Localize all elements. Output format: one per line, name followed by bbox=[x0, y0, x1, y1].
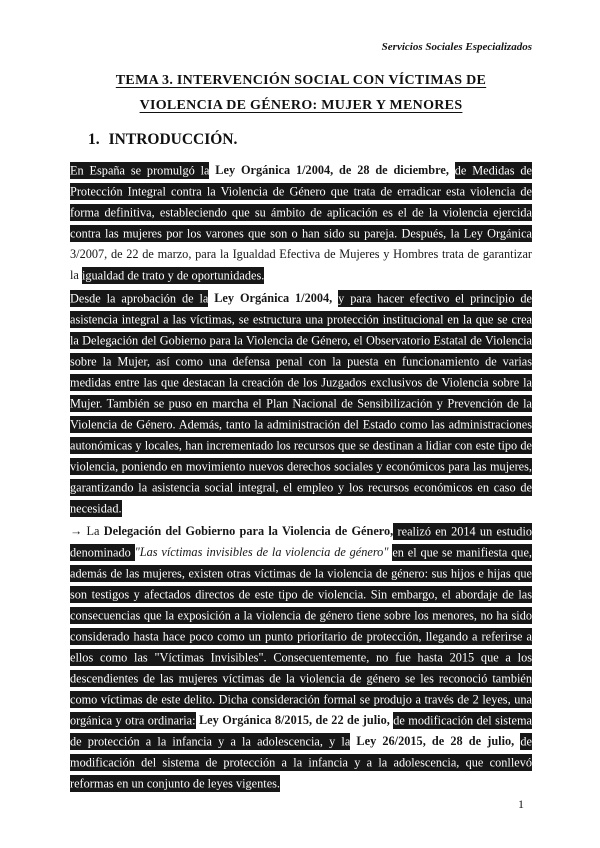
text-run-hl: en el que se manifiesta que, además de las mujeres, existen otras víctimas de la violencia de género: sus hijos e hijas que son testigos y afectados directos de este tipo de violencia. Sin embargo, el abordaje de las consecuencias que la exposición a la violencia de género tiene sobre los menores, no ha sido considerado hasta hace poco como un punto prioritario de protección, llegando a referirse a ellos como las "Víctimas Invisibles". Consecuentemente, no fue hasta 2015 que a los descendientes de las mujeres víctimas de la violencia de género se les reconoció también como víctimas de este delito. Dicha consideración formal se produjo a través de 2 leyes, una orgánica y otra ordinaria: bbox=[70, 545, 532, 727]
text-run-hl: igualdad de trato y de oportunidades. bbox=[81, 268, 265, 282]
paragraph bbox=[70, 160, 532, 286]
text-run-plain: 3/2007, de 22 de marzo, para la Igualdad Efectiva de Mujeres y Hombres trata de garantizar la bbox=[70, 247, 532, 282]
text-run-hl: y para hacer efectivo el principio de asistencia integral a las víctimas, se estructura una protección institucional en la que se crea la Delegación del Gobierno para la Violencia de Género, el Observatorio Estatal de Violencia sobre la Mujer, así como una defensa penal con la puesta en funcionamiento de varias medidas entre las que destacan la creación de los Juzgados exclusivos de Violencia sobre la Mujer. También se puso en marcha el Plan Nacional de Sensibilización y Prevención de la Violencia de Género. Además, tanto la administración del Estado como las administraciones autonómicas y locales, han incrementado los recursos que se destinan a lidiar con este tipo de violencia, poniendo en movimiento nuevos derechos sociales y económicos para las mujeres, garantizando la asistencia social integral, el empleo y los recursos económicos en caso de necesidad. bbox=[70, 291, 532, 515]
text-run-plain: → La bbox=[70, 524, 104, 538]
text-run-bold: Ley Orgánica 1/2004, bbox=[208, 291, 339, 305]
text-run-hl: En España se promulgó la bbox=[70, 163, 210, 177]
text-run-italic: "Las víctimas invisibles de la violencia de género" bbox=[134, 545, 393, 559]
section-number: 1. bbox=[88, 131, 100, 148]
text-run-hl: de modificación del sistema de protección a la infancia y a la adolescencia, que conllevó reformas en un conjunto de leyes vigentes. bbox=[70, 734, 532, 790]
paragraph bbox=[70, 288, 532, 519]
document-title bbox=[70, 68, 532, 118]
body-paragraphs bbox=[70, 160, 532, 794]
text-run-hl: realizó en 2014 un estudio denominado bbox=[70, 524, 533, 559]
section-title: INTRODUCCIÓN. bbox=[108, 131, 238, 148]
text-run-bold: Ley Orgánica 1/2004, de 28 de diciembre, bbox=[209, 163, 455, 177]
document-title-line-1: TEMA 3. INTERVENCIÓN SOCIAL CON VÍCTIMAS DE bbox=[115, 73, 487, 88]
section-heading bbox=[88, 130, 532, 149]
text-run-hl: de modificación del sistema de protección a la infancia y a la adolescencia, y la bbox=[70, 713, 532, 748]
running-header: Servicios Sociales Especializados bbox=[381, 41, 532, 53]
document-title-line-2: VIOLENCIA DE GÉNERO: MUJER Y MENORES bbox=[139, 98, 463, 113]
text-run-hl: de Medidas de Protección Integral contra la Violencia de Género que trata de erradicar esta violencia de forma definitiva, estableciendo que su ámbito de aplicación es el de la violencia ejercida contra las mujeres por los varones que son o han sido su pareja. Después, la Ley Orgánica bbox=[70, 163, 532, 240]
paragraph bbox=[70, 521, 532, 794]
page-number: 1 bbox=[518, 797, 524, 811]
text-run-hl: Desde la aprobación de la bbox=[70, 291, 209, 305]
text-run-bold: Ley 26/2015, de 28 de julio, bbox=[350, 734, 521, 748]
text-run-bold: Ley Orgánica 8/2015, de 22 de julio, bbox=[195, 713, 394, 727]
text-run-bold: Delegación del Gobierno para la Violencia de Género, bbox=[103, 524, 394, 538]
